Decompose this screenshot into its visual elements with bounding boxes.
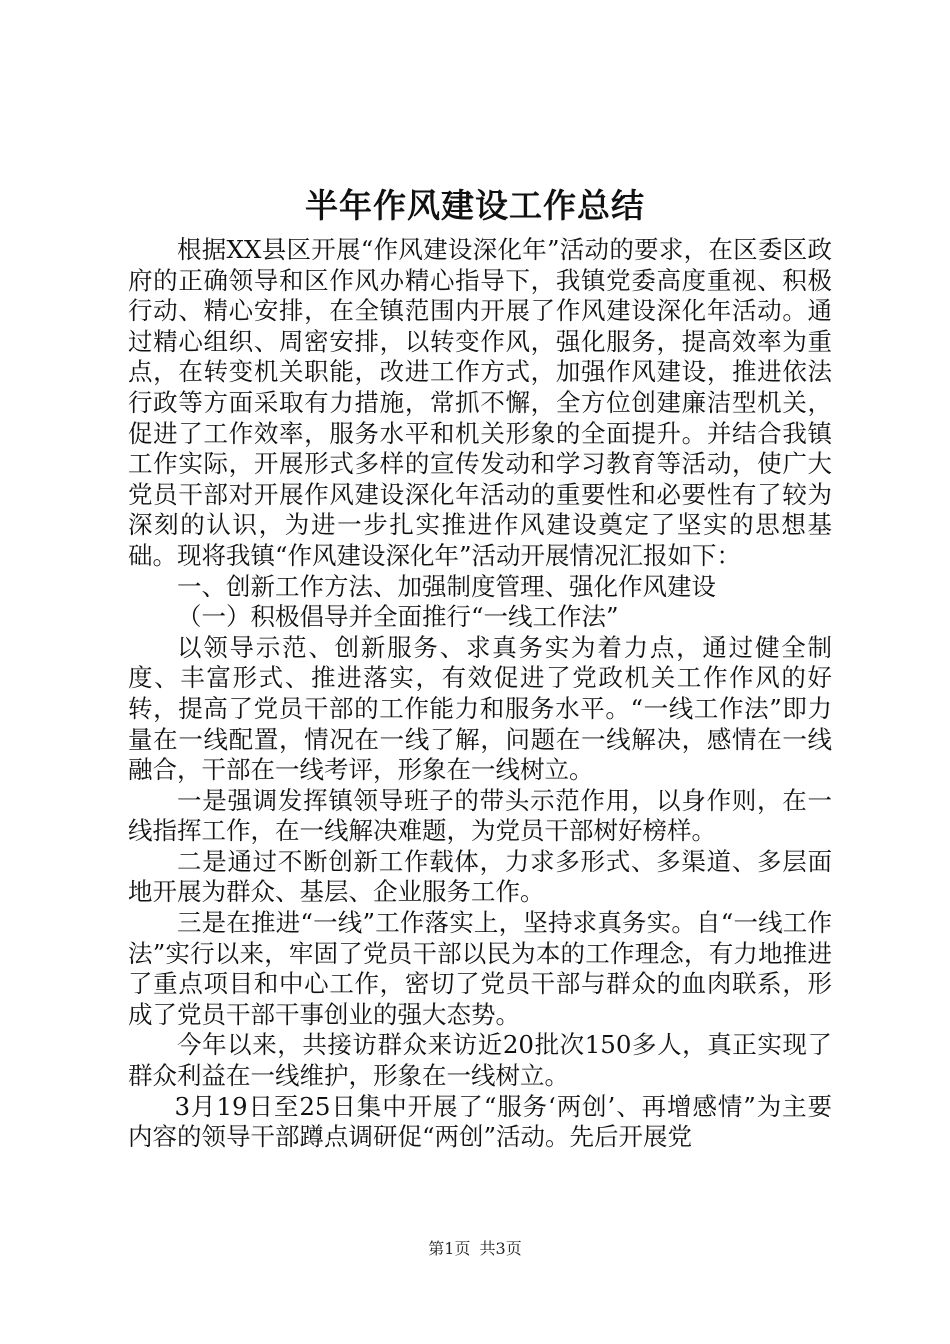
paragraph-method: 以领导示范、创新服务、求真务实为着力点，通过健全制度、丰富形式、推进落实，有效促进了党政机关工作作风的好转，提高了党员干部的工作能力和服务水平。“一线工作法”即力量在一线配置，情况在一线了解，问题在一线解决，感情在一线融合，干部在一线考评，形象在一线树立。	[128, 632, 832, 785]
document-title: 半年作风建设工作总结	[305, 186, 645, 225]
paragraph-march: 3月19日至25日集中开展了“服务‘两创’、再增感情”为主要内容的领导干部蹲点调研促“两创”活动。先后开展党	[128, 1091, 832, 1152]
paragraph-point-3: 三是在推进“一线”工作落实上，坚持求真务实。自“一线工作法”实行以来，牢固了党员干部以民为本的工作理念，有力地推进了重点项目和中心工作，密切了党员干部与群众的血肉联系，形成了党员干部干事创业的强大态势。	[128, 908, 832, 1029]
paragraph-point-2: 二是通过不断创新工作载体，力求多形式、多渠道、多层面地开展为群众、基层、企业服务工作。	[128, 846, 832, 907]
paragraph-intro: 根据XX县区开展“作风建设深化年”活动的要求，在区委区政府的正确领导和区作风办精心指导下，我镇党委高度重视、积极行动、精心安排，在全镇范围内开展了作风建设深化年活动。通过精心组织、周密安排，以转变作风，强化服务，提高效率为重点，在转变机关职能，改进工作方式，加强作风建设，推进依法行政等方面采取有力措施，常抓不懈，全方位创建廉洁型机关，促进了工作效率，服务水平和机关形象的全面提升。并结合我镇工作实际，开展形式多样的宣传发动和学习教育等活动，使广大党员干部对开展作风建设深化年活动的重要性和必要性有了较为深刻的认识，为进一步扎实推进作风建设奠定了坚实的思想基础。现将我镇“作风建设深化年”活动开展情况汇报如下：	[128, 235, 832, 570]
paragraph-visits: 今年以来，共接访群众来访近20批次150多人，真正实现了群众利益在一线维护，形象在一线树立。	[128, 1030, 832, 1091]
subsection-heading-1: （一）积极倡导并全面推行“一线工作法”	[177, 602, 619, 632]
page-number: 第1页	[428, 1239, 471, 1258]
page-total: 共3页	[479, 1239, 522, 1258]
paragraph-point-1: 一是强调发挥镇领导班子的带头示范作用，以身作则，在一线指挥工作，在一线解决难题，为党员干部树好榜样。	[128, 785, 832, 846]
section-heading-1: 一、创新工作方法、加强制度管理、强化作风建设	[177, 571, 716, 601]
page-footer	[0, 1238, 950, 1260]
document-body	[128, 235, 832, 1153]
